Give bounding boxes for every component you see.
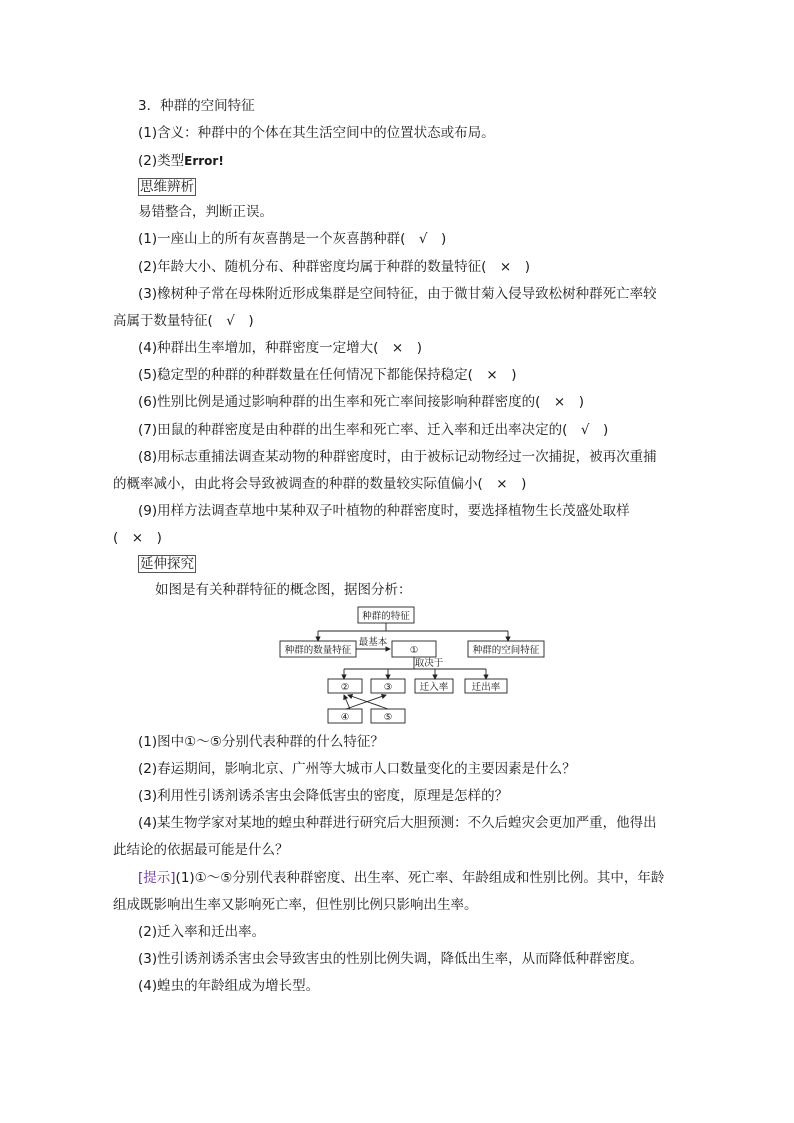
diagram-right-text: 种群的空间特征 — [472, 645, 540, 656]
answer-line: (2)迁入率和迁出率。 — [138, 924, 266, 940]
answer-line: (3)性引诱剂诱杀害虫会导致害虫的性别比例失调，降低出生率，从而降低种群密度。 — [138, 951, 644, 967]
judge-item: (1)一座山上的所有灰喜鹊是一个灰喜鹊种群( √ ) — [138, 231, 447, 247]
judge-item: (5)稳定型的种群的种群数量在任何情况下都能保持稳定( × ) — [138, 367, 517, 383]
diagram-left-text: 种群的数量特征 — [284, 645, 352, 656]
question-item: (3)利用性引诱剂诱杀害虫会降低害虫的密度，原理是怎样的？ — [138, 788, 509, 804]
judge-item: (7)田鼠的种群密度是由种群的出生率和死亡率、迁入率和迁出率决定的( √ ) — [138, 422, 609, 438]
diagram-determines: 取决于 — [414, 658, 444, 669]
diagram-n4: ④ — [340, 712, 350, 723]
answer-line: (4)蝗虫的年龄组成为增长型。 — [138, 978, 320, 994]
diagram-n3: ③ — [383, 682, 393, 693]
judge-item: (2)年龄大小、随机分布、种群密度均属于种群的数量特征( × ) — [138, 259, 530, 275]
diagram-emigration: 迁出率 — [471, 682, 501, 693]
answer-line: 组成既影响出生率又影响死亡率，但性别比例只影响出生率。 — [113, 897, 478, 913]
diagram-top-text: 种群的特征 — [362, 611, 410, 622]
thinking-label — [138, 177, 196, 197]
judge-item: (8)用标志重捕法调查某动物的种群密度时，由于被标记动物经过一次捕捉，被再次重捕 — [138, 449, 657, 465]
question-item: (1)图中①～⑤分别代表种群的什么特征？ — [138, 734, 384, 750]
type-prefix: (2)类型 — [138, 153, 185, 169]
judge-item: (9)用样方法调查草地中某种双子叶植物的种群密度时，要选择植物生长茂盛处取样 — [138, 503, 630, 519]
diagram-n2: ② — [340, 682, 350, 693]
judge-item: 高属于数量特征( √ ) — [113, 313, 254, 329]
concept-diagram — [270, 603, 540, 725]
question-item: 此结论的依据最可能是什么？ — [113, 842, 289, 858]
diagram-n1: ① — [409, 645, 419, 656]
judge-item: (4)种群出生率增加，种群密度一定增大( × ) — [138, 340, 422, 356]
answer-text: (1)①～⑤分别代表种群密度、出生率、死亡率、年龄组成和性别比例。其中，年龄 — [175, 870, 665, 886]
meaning-line: (1)含义：种群中的个体在其生活空间中的位置状态或布局。 — [138, 125, 495, 141]
diagram-immigration: 迁入率 — [419, 682, 449, 693]
question-item: (4)某生物学家对某地的蝗虫种群进行研究后大胆预测：不久后蝗灾会更加严重，他得出 — [138, 815, 657, 831]
judge-item: (6)性别比例是通过影响种群的出生率和死亡率间接影响种群密度的( × ) — [138, 394, 584, 410]
extension-label-box: 延伸探究 — [140, 556, 194, 572]
question-item: (2)春运期间，影响北京、广州等大城市人口数量变化的主要因素是什么？ — [138, 761, 576, 777]
judge-item: ( × ) — [113, 530, 162, 546]
extension-label — [138, 554, 196, 574]
type-error: Error! — [184, 154, 224, 168]
extension-intro: 如图是有关种群特征的概念图，据图分析： — [155, 582, 412, 598]
judge-item: 的概率减小，由此将会导致被调查的种群的数量较实际值偏小( × ) — [113, 476, 527, 492]
thinking-intro: 易错整合，判断正误。 — [138, 204, 273, 220]
hint-label: [提示] — [138, 870, 176, 886]
judge-item: (3)橡树种子常在母株附近形成集群是空间特征，由于微甘菊入侵导致松树种群死亡率较 — [138, 286, 657, 302]
type-line — [138, 151, 224, 171]
thinking-label-box: 思维辨析 — [140, 179, 194, 195]
diagram-most-basic: 最基本 — [358, 637, 388, 648]
answer-line-1 — [138, 868, 664, 888]
diagram-n5: ⑤ — [383, 712, 393, 723]
section-heading: 3．种群的空间特征 — [138, 98, 255, 114]
